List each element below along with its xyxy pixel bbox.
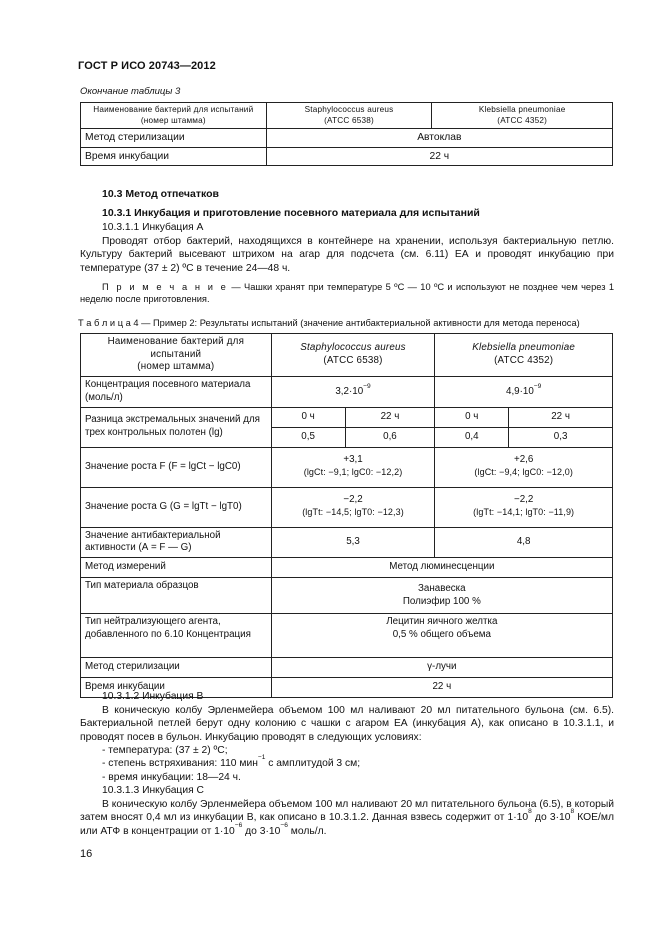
table3-head-col2 xyxy=(266,103,432,129)
diff-value: 0,6 xyxy=(345,427,435,447)
table4-caption: Т а б л и ц а 4 — Пример 2: Результаты испытаний (значение антибактериальной активности для метода переноса) xyxy=(78,318,580,328)
head-text: (ATCC 6538) xyxy=(323,355,383,367)
table3-head-col1 xyxy=(81,103,267,129)
row-value: γ-лучи xyxy=(271,658,612,678)
value: +2,6 xyxy=(514,454,534,466)
g-sa xyxy=(271,487,435,527)
text: до 3·10 xyxy=(242,825,281,837)
row-label: Время инкубации xyxy=(81,678,272,698)
list-item: - температура: (37 ± 2) ºС; xyxy=(102,745,228,756)
row-value: 22 ч xyxy=(266,147,612,165)
a-kp: 4,8 xyxy=(435,527,613,557)
row-label: Разница экстремальных значений для трех контрольных полотен (lg) xyxy=(81,407,272,447)
exponent: 8 xyxy=(570,808,575,816)
row-label: Метод стерилизации xyxy=(81,129,267,147)
text: В коническую колбу Эрленмейера объемом 100 мл наливают 20 мл питательного бульона (6.5), в который затем вносят 0,4 мл из инкубации В, как описано в 10.3.1.2. Данная взвесь содержит от 1·10 xyxy=(80,799,614,824)
paragraph: В коническую колбу Эрленмейера объемом 100 мл наливают 20 мл питательного бульона (см. 6.5). Бактериальной петлей берут одну колонию с чашки с агаром ЕА (инкубация А), как описано в 10.3.1.1, и проводят посев в бульон. Инкубацию проводят в следующих условиях: xyxy=(80,705,614,743)
row-label: Значение антибактериальной активности (А = F — G) xyxy=(81,527,272,557)
document-header: ГОСТ Р ИСО 20743—2012 xyxy=(78,60,216,72)
section-10-3-1-3-title: 10.3.1.3 Инкубация С xyxy=(102,785,204,796)
row-value: 22 ч xyxy=(271,678,612,698)
f-kp xyxy=(435,447,613,487)
conc-kp xyxy=(435,377,613,407)
row-label: Метод стерилизации xyxy=(81,658,272,678)
table4-head-col1 xyxy=(81,334,272,377)
list-text: - степень встряхивания: 110 мин xyxy=(102,758,258,770)
f-sa xyxy=(271,447,435,487)
row-label: Тип материала образцов xyxy=(81,578,272,614)
table-row xyxy=(81,614,613,658)
value: −2,2 xyxy=(343,494,363,506)
sub-value: (lgCt: −9,1; lgC0: −12,2) xyxy=(303,467,403,478)
table3 xyxy=(80,102,613,166)
text: моль/л. xyxy=(287,825,327,837)
head-text: Staphylococcus aureus xyxy=(304,105,394,114)
table-row xyxy=(81,527,613,557)
sub-value: (lgCt: −9,4; lgC0: −12,0) xyxy=(474,467,573,478)
head-text: Staphylococcus aureus xyxy=(300,342,406,354)
table-row xyxy=(81,407,613,427)
exponent: −6 xyxy=(234,821,243,829)
row-value: Метод люминесценции xyxy=(271,558,612,578)
table4 xyxy=(80,333,613,698)
sub-value: (lgTt: −14,1; lgT0: −11,9) xyxy=(473,507,575,518)
table-row xyxy=(81,578,613,614)
note xyxy=(80,281,614,305)
section-10-3-1-title: 10.3.1 Инкубация и приготовление посевного материала для испытаний xyxy=(102,207,480,219)
row-label: Время инкубации xyxy=(81,147,267,165)
table3-caption: Окончание таблицы 3 xyxy=(80,86,181,97)
head-text: (ATCC 4352) xyxy=(497,115,548,125)
note-text: — Чашки хранят при температуре 5 ºС — 10 ºС и используют не позднее чем через 1 неделю после приготовления. xyxy=(80,282,614,305)
note-label: П р и м е ч а н и е xyxy=(102,282,229,292)
head-text: Наименование бактерий для испытаний xyxy=(93,105,254,114)
a-sa: 5,3 xyxy=(271,527,435,557)
row-value xyxy=(271,578,612,614)
value: −2,2 xyxy=(514,494,534,506)
section-10-3-1-1-title: 10.3.1.1 Инкубация А xyxy=(102,222,204,233)
text: до 3·10 xyxy=(531,812,571,824)
head-text: (номер штамма) xyxy=(140,115,206,125)
exponent: −1 xyxy=(257,754,266,762)
value: Лецитин яичного желтка xyxy=(386,616,498,628)
value: Полиэфир 100 % xyxy=(402,595,481,607)
row-label: Тип нейтрализующего агента, добавленного по 6.10 Концентрация xyxy=(81,614,272,658)
table-row xyxy=(81,447,613,487)
exponent: −6 xyxy=(280,821,288,829)
list-item xyxy=(80,754,614,770)
conc-sa xyxy=(271,377,435,407)
head-text: (номер штамма) xyxy=(137,361,215,373)
table-row xyxy=(81,558,613,578)
table-row xyxy=(81,129,613,147)
row-label: Метод измерений xyxy=(81,558,272,578)
diff-value: 0,4 xyxy=(435,427,509,447)
exponent: −9 xyxy=(363,382,371,390)
value: +3,1 xyxy=(343,454,363,466)
diff-head: 22 ч xyxy=(345,407,435,427)
sub-value: (lgTt: −14,5; lgT0: −12,3) xyxy=(302,507,404,518)
paragraph: Проводят отбор бактерий, находящихся в контейнере на хранении, используя бактериальную петлю. Культуру бактерий высевают штрихом на агар для подсчета (см. 6.11) ЕА и проводят инкубацию при температуре (37 ± 2) ºС в течение 24—48 ч. xyxy=(80,236,614,274)
table4-header-row xyxy=(81,334,613,377)
exponent: 8 xyxy=(528,808,532,816)
row-label: Концентрация посевного материала (моль/л) xyxy=(81,377,272,407)
list-text: с амплитудой 3 см; xyxy=(265,758,361,770)
row-label: Значение роста G (G = lgTt − lgT0) xyxy=(81,487,272,527)
head-text: Klebsiella pneumoniae xyxy=(478,105,566,114)
diff-value: 0,3 xyxy=(509,427,613,447)
diff-head: 0 ч xyxy=(271,407,345,427)
section-10-3-title: 10.3 Метод отпечатков xyxy=(102,188,219,200)
text: КОЕ/мл или АТФ в концентрации от 1·10 xyxy=(80,812,614,837)
diff-value: 0,5 xyxy=(271,427,345,447)
list-item: - время инкубации: 18—24 ч. xyxy=(102,771,241,783)
diff-head: 22 ч xyxy=(509,407,613,427)
exponent: −9 xyxy=(533,382,542,390)
head-text: (ATCC 4352) xyxy=(494,355,554,367)
page-number: 16 xyxy=(80,848,93,860)
table4-head-col2 xyxy=(271,334,435,377)
table-row xyxy=(81,658,613,678)
head-text: (ATCC 6538) xyxy=(324,115,374,125)
head-text: Наименование бактерий для испытаний xyxy=(107,336,245,360)
paragraph xyxy=(80,798,614,838)
conditions-list xyxy=(80,744,614,784)
table-row xyxy=(81,147,613,165)
table4-head-col3 xyxy=(435,334,613,377)
row-label: Значение роста F (F = lgCt − lgC0) xyxy=(81,447,272,487)
value: 0,5 % общего объема xyxy=(392,628,491,640)
value: Занавеска xyxy=(418,582,466,594)
row-value xyxy=(271,614,612,658)
section-10-3-1-2-title: 10.3.1.2 Инкубация В xyxy=(102,691,204,702)
g-kp xyxy=(435,487,613,527)
table3-head-col3 xyxy=(432,103,613,129)
head-text: Klebsiella pneumoniae xyxy=(472,342,576,354)
value: 4,9·10 xyxy=(506,385,534,397)
row-value: Автоклав xyxy=(266,129,612,147)
table-row xyxy=(81,487,613,527)
table3-header-row xyxy=(81,103,613,129)
diff-head: 0 ч xyxy=(435,407,509,427)
value: 3,2·10 xyxy=(335,385,364,397)
table-row xyxy=(81,377,613,407)
